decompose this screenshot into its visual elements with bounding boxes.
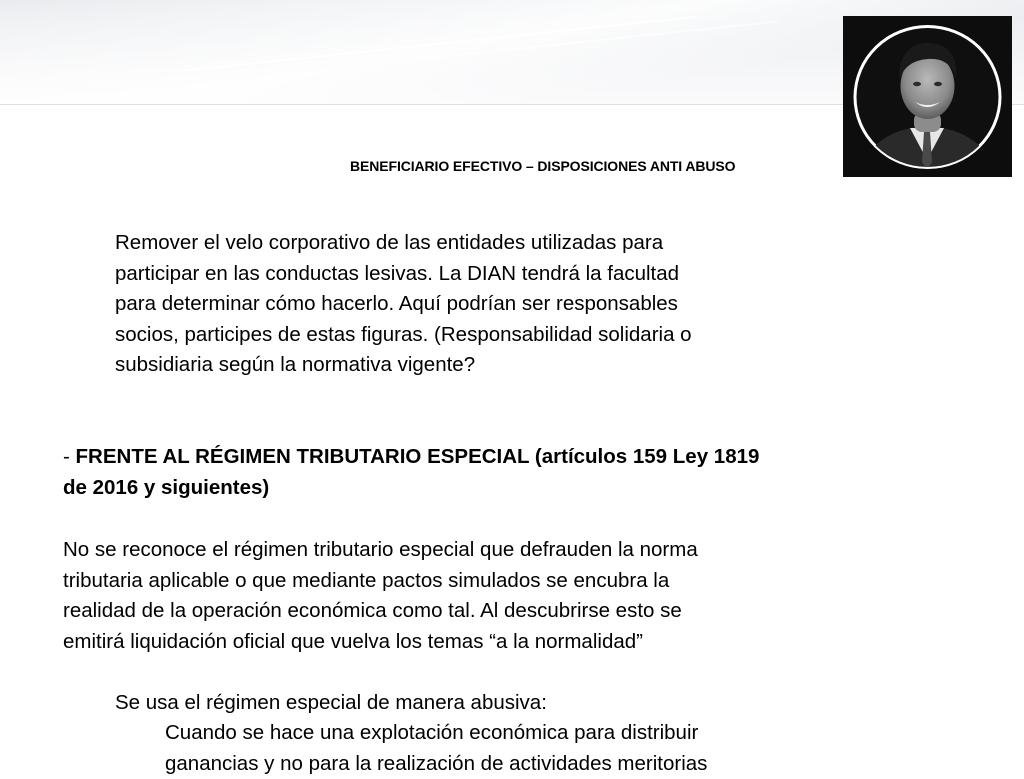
abuse-intro: [115, 688, 547, 719]
section-heading-line: de 2016 y siguientes): [63, 473, 759, 504]
text-line: participar en las conductas lesivas. La DIAN tendrá la facultad: [115, 259, 692, 290]
header-streak: [180, 16, 697, 72]
section-bullet: -: [63, 445, 76, 468]
corporate-veil-paragraph: [115, 228, 692, 381]
text-line: Se usa el régimen especial de manera abusiva:: [115, 688, 547, 719]
text-line: emitirá liquidación oficial que vuelva los temas “a la normalidad”: [63, 627, 698, 658]
abuse-case: [165, 718, 707, 779]
text-line: ganancias y no para la realización de actividades meritorias: [165, 749, 707, 779]
special-regime-paragraph: [63, 535, 698, 657]
text-line: tributaria aplicable o que mediante pactos simulados se encubra la: [63, 566, 698, 597]
speaker-photo-icon: [848, 20, 1007, 174]
slide-title: BENEFICIARIO EFECTIVO – DISPOSICIONES ANTI ABUSO: [350, 158, 830, 174]
section-heading-line: [63, 442, 759, 473]
special-regime-heading: [63, 442, 759, 503]
text-line: subsidiaria según la normativa vigente?: [115, 350, 692, 381]
speaker-photo: [843, 16, 1012, 177]
text-line: Cuando se hace una explotación económica para distribuir: [165, 718, 707, 749]
text-line: para determinar cómo hacerlo. Aquí podrían ser responsables: [115, 289, 692, 320]
text-line: No se reconoce el régimen tributario especial que defrauden la norma: [63, 535, 698, 566]
text-line: realidad de la operación económica como tal. Al descubrirse esto se: [63, 596, 698, 627]
text-line: socios, participes de estas figuras. (Responsabilidad solidaria o: [115, 320, 692, 351]
section-heading-text: FRENTE AL RÉGIMEN TRIBUTARIO ESPECIAL (artículos 159 Ley 1819: [76, 445, 760, 468]
text-line: Remover el velo corporativo de las entidades utilizadas para: [115, 228, 692, 259]
